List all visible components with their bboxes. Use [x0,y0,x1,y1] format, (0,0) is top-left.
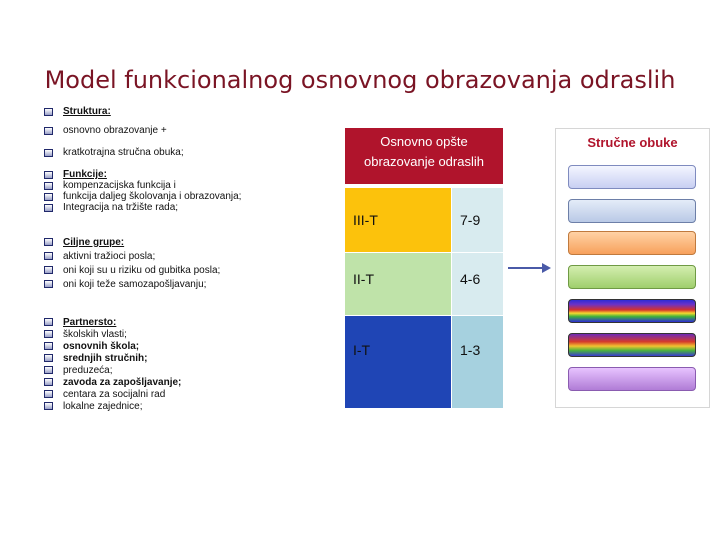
list-item [44,400,344,412]
list-text: preduzeća; [63,364,113,376]
grades-cell: 4-6 [452,253,503,315]
list-item [44,376,344,388]
list-item [44,202,344,213]
bullet-icon [44,149,53,157]
list-text: zavoda za zapošljavanje; [63,376,182,388]
bullet-icon [44,171,53,179]
target-groups-heading: Ciljne grupe: [63,236,125,248]
level-cell: I-T [345,316,451,408]
list-item [44,235,344,249]
bullet-icon [44,354,53,362]
list-item [44,388,344,400]
grades-cell: 7-9 [452,188,503,252]
list-text: aktivni tražioci posla; [63,250,156,262]
training-bar [568,299,696,323]
list-item [44,106,344,117]
list-text: lokalne zajednice; [63,400,143,412]
bullet-icon [44,280,53,288]
list-text: Integracija na tržište rada; [63,202,179,213]
functions-heading: Funkcije: [63,169,107,180]
bullet-icon [44,182,53,190]
list-text: oni koji su u riziku od gubitka posla; [63,264,221,276]
training-bar [568,265,696,289]
list-item [44,191,344,202]
bullet-icon [44,127,53,135]
list-text: funkcija daljeg školovanja i obrazovanja; [63,191,242,202]
bullet-icon [44,366,53,374]
list-text: školskih vlasti; [63,328,127,340]
list-text: centara za socijalni rad [63,388,166,400]
bullet-icon [44,318,53,326]
list-item [44,277,344,291]
bullet-icon [44,108,53,116]
list-item [44,125,344,136]
bullet-icon [44,330,53,338]
partnership-heading: Partnersto: [63,316,117,328]
list-item [44,316,344,328]
bullet-icon [44,266,53,274]
structure-heading: Struktura: [63,106,111,117]
list-item [44,328,344,340]
list-text: oni koji teže samozapošljavanju; [63,278,207,290]
level-cell: II-T [345,253,451,315]
table-header: Osnovno opšte obrazovanje odraslih [345,128,503,184]
bullet-icon [44,193,53,201]
list-item [44,180,344,191]
list-item [44,364,344,376]
list-text: osnovnih škola; [63,340,140,352]
list-text: srednjih stručnih; [63,352,148,364]
arrow-right-icon [508,262,552,274]
vocational-training-panel [555,128,710,408]
bullet-list [44,106,344,412]
list-item [44,352,344,364]
list-item [44,263,344,277]
page-title: Model funkcionalnog osnovnog obrazovanja odraslih [44,66,676,94]
list-text: osnovno obrazovanje + [63,125,167,136]
grades-cell: 1-3 [452,316,503,408]
training-bar [568,333,696,357]
bullet-icon [44,390,53,398]
training-bar [568,165,696,189]
bullet-icon [44,378,53,386]
bullet-icon [44,204,53,212]
bullet-icon [44,238,53,246]
list-item [44,147,344,158]
list-item [44,340,344,352]
list-text: kratkotrajna stručna obuka; [63,147,184,158]
training-bar [568,231,696,255]
list-item [44,169,344,180]
bullet-icon [44,342,53,350]
training-bar [568,199,696,223]
list-text: kompenzacijska funkcija i [63,180,176,191]
list-item [44,249,344,263]
bullet-icon [44,252,53,260]
level-cell: III-T [345,188,451,252]
bullet-icon [44,402,53,410]
training-bar [568,367,696,391]
panel-title: Stručne obuke [587,135,678,150]
